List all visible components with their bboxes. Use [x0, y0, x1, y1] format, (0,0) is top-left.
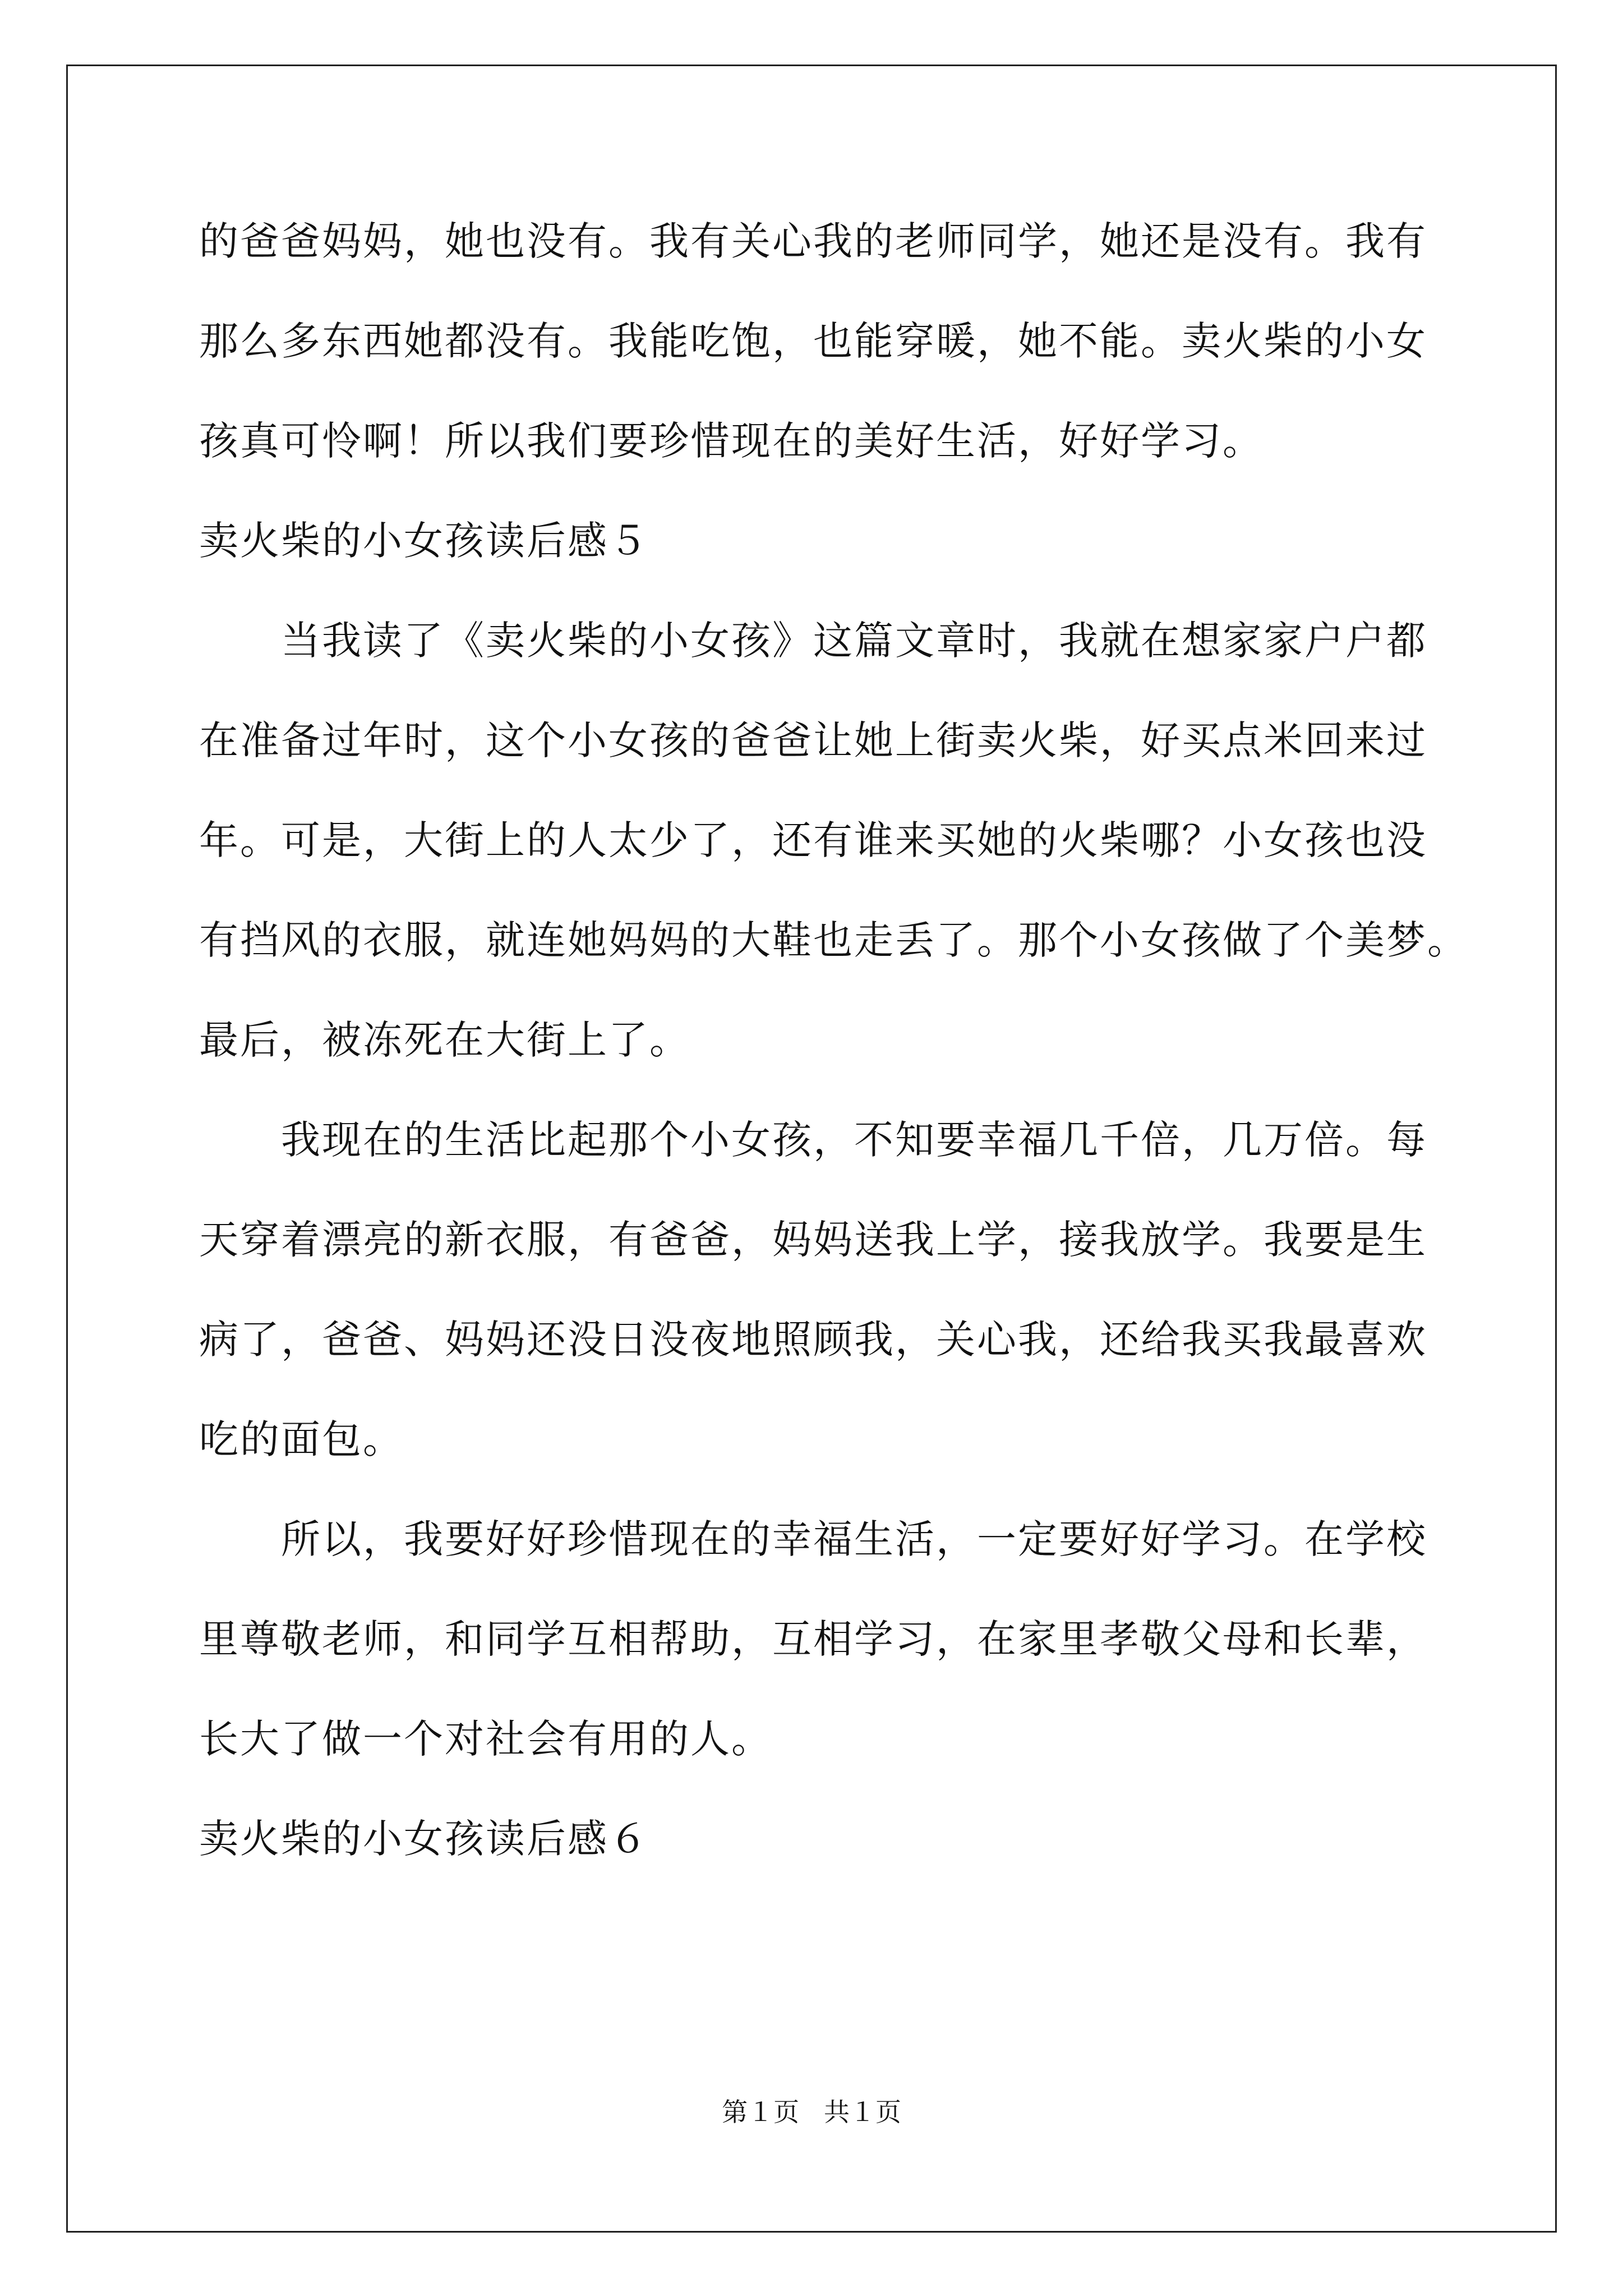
page-total: 共１页 — [823, 2097, 901, 2127]
paragraph-line: 那么多东西她都没有。我能吃饱，也能穿暖，她不能。卖火柴的小女 — [199, 318, 1427, 364]
paragraph-line: 孩真可怜啊！所以我们要珍惜现在的美好生活，好好学习。 — [199, 418, 1264, 464]
section-heading: 卖火柴的小女孩读后感５ — [199, 518, 649, 564]
paragraph-line: 的爸爸妈妈，她也没有。我有关心我的老师同学，她还是没有。我有 — [199, 218, 1427, 264]
paragraph-line: 有挡风的衣服，就连她妈妈的大鞋也走丢了。那个小女孩做了个美梦。 — [199, 917, 1468, 963]
paragraph-line: 天穿着漂亮的新衣服，有爸爸，妈妈送我上学，接我放学。我要是生 — [199, 1217, 1427, 1263]
page-number: 第１页 — [722, 2097, 800, 2127]
section-heading: 卖火柴的小女孩读后感６ — [199, 1816, 649, 1862]
footer-spacer — [799, 2097, 824, 2127]
paragraph-line: 吃的面包。 — [199, 1416, 404, 1462]
page-footer — [0, 2095, 1623, 2129]
paragraph-line: 病了，爸爸、妈妈还没日没夜地照顾我，关心我，还给我买我最喜欢 — [199, 1317, 1427, 1363]
paragraph-line: 最后，被冻死在大街上了。 — [199, 1017, 690, 1063]
paragraph-line: 当我读了《卖火柴的小女孩》这篇文章时，我就在想家家户户都 — [281, 618, 1427, 664]
paragraph-line: 所以，我要好好珍惜现在的幸福生活，一定要好好学习。在学校 — [281, 1516, 1427, 1562]
paragraph-line: 长大了做一个对社会有用的人。 — [199, 1716, 772, 1762]
paragraph-line: 里尊敬老师，和同学互相帮助，互相学习，在家里孝敬父母和长辈， — [199, 1616, 1427, 1662]
paragraph-line: 在准备过年时，这个小女孩的爸爸让她上街卖火柴，好买点米回来过 — [199, 717, 1427, 763]
paragraph-line: 我现在的生活比起那个小女孩，不知要幸福几千倍，几万倍。每 — [281, 1117, 1427, 1163]
paragraph-line: 年。可是，大街上的人太少了，还有谁来买她的火柴哪？小女孩也没 — [199, 817, 1427, 863]
